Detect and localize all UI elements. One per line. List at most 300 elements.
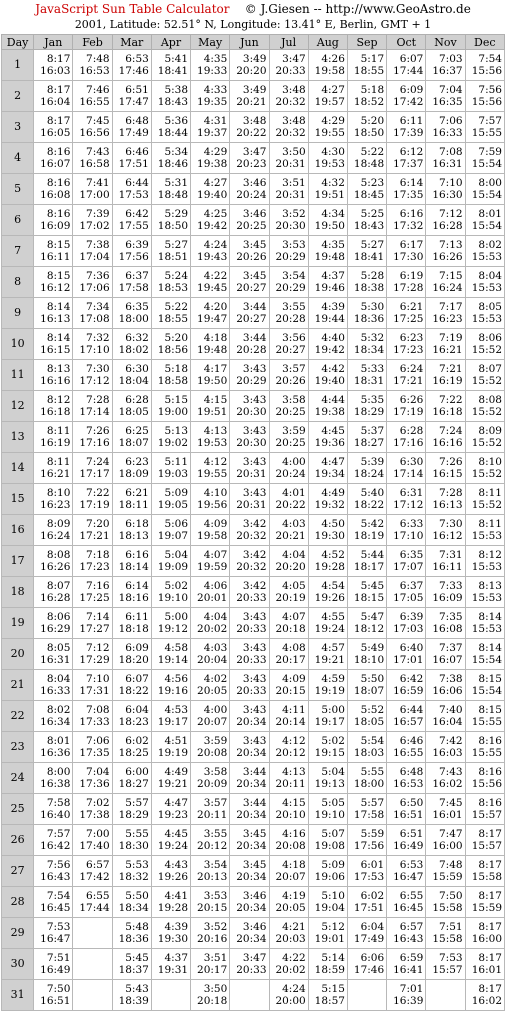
time-cell — [308, 174, 347, 205]
time-cell — [230, 918, 269, 949]
time-cell — [347, 81, 386, 112]
sunset-time: 18:15 — [353, 592, 385, 604]
sunrise-time: 3:44 — [242, 332, 267, 344]
sunset-time: 20:32 — [275, 127, 306, 139]
day-number: 25 — [2, 794, 34, 825]
day-number: 15 — [2, 484, 34, 515]
sunset-time: 18:27 — [353, 437, 385, 449]
sunrise-time: 7:50 — [439, 890, 463, 902]
sunrise-time: 6:40 — [399, 642, 424, 654]
time-cell — [34, 980, 73, 1011]
time-cell — [465, 453, 504, 484]
sunrise-time: 8:16 — [46, 146, 71, 158]
time-cell — [387, 577, 426, 608]
sunset-time: 17:23 — [79, 561, 110, 573]
time-cell — [308, 143, 347, 174]
sunset-time: 15:58 — [471, 871, 502, 883]
sunrise-time: 6:53 — [399, 859, 424, 871]
sunrise-time: 4:37 — [321, 270, 345, 282]
time-cell — [269, 453, 308, 484]
sunrise-time: 8:12 — [46, 394, 71, 406]
time-cell — [73, 825, 112, 856]
sunrise-time: 5:07 — [321, 828, 345, 840]
sunrise-time: 4:39 — [321, 301, 345, 313]
sunset-time: 20:07 — [275, 871, 306, 883]
time-cell — [269, 670, 308, 701]
time-cell — [465, 918, 504, 949]
sunset-time: 18:57 — [314, 995, 345, 1007]
sunrise-time: 3:51 — [203, 952, 228, 964]
sunrise-time: 4:58 — [164, 642, 189, 654]
time-cell — [426, 81, 465, 112]
sunset-time: 20:32 — [236, 561, 267, 573]
sunrise-time: 8:09 — [46, 518, 71, 530]
sunrise-time: 4:27 — [321, 84, 345, 96]
sunrise-time: 5:15 — [321, 983, 345, 995]
time-cell — [112, 577, 151, 608]
sunrise-time: 5:34 — [164, 146, 189, 158]
sunrise-time: 5:14 — [321, 952, 345, 964]
sunset-time: 17:01 — [393, 654, 424, 666]
sunrise-time: 6:04 — [125, 704, 149, 716]
sunrise-time: 7:48 — [86, 53, 110, 65]
sunset-time: 19:59 — [197, 561, 228, 573]
sunset-time: 16:07 — [432, 654, 463, 666]
time-cell — [308, 267, 347, 298]
time-cell — [73, 949, 112, 980]
table-row — [2, 81, 505, 112]
time-cell — [112, 732, 151, 763]
time-cell — [191, 298, 230, 329]
sunset-time: 19:19 — [157, 747, 189, 759]
sunset-time: 19:45 — [197, 282, 228, 294]
sunset-time: 19:14 — [157, 654, 189, 666]
sunrise-time: 8:15 — [478, 704, 502, 716]
time-cell — [151, 732, 190, 763]
time-cell — [347, 577, 386, 608]
time-cell — [34, 608, 73, 639]
sunset-time: 19:34 — [314, 468, 345, 480]
sunset-time: 15:54 — [471, 685, 502, 697]
sunrise-time: 6:23 — [125, 456, 149, 468]
sunrise-time: 6:30 — [399, 456, 424, 468]
sunset-time: 17:51 — [118, 158, 149, 170]
sunrise-time: 7:33 — [439, 580, 463, 592]
sunset-time: 17:47 — [118, 96, 149, 108]
sunrise-time: 6:55 — [86, 890, 110, 902]
sunset-time: 19:26 — [314, 592, 345, 604]
sunrise-time: 3:48 — [282, 115, 306, 127]
time-cell — [151, 980, 190, 1011]
sunrise-time: 4:59 — [321, 673, 345, 685]
time-cell — [426, 174, 465, 205]
time-cell — [73, 577, 112, 608]
sunset-time: 20:17 — [275, 654, 306, 666]
sunset-time: 18:36 — [353, 313, 385, 325]
time-cell — [151, 763, 190, 794]
sunset-time: 17:44 — [79, 902, 110, 914]
time-cell — [347, 205, 386, 236]
app-title: JavaScript Sun Table Calculator — [35, 2, 230, 16]
sunrise-time: 7:40 — [439, 704, 463, 716]
sunset-time: 17:49 — [353, 933, 385, 945]
sunrise-time: 6:51 — [125, 84, 149, 96]
time-cell — [230, 50, 269, 81]
sunset-time: 16:16 — [432, 437, 463, 449]
sunset-time: 16:26 — [432, 251, 463, 263]
sunrise-time: 4:18 — [282, 859, 306, 871]
sunset-time: 19:37 — [197, 127, 228, 139]
sunset-time: 15:54 — [471, 189, 502, 201]
sunset-time: 17:35 — [79, 747, 110, 759]
sunrise-time: 8:17 — [478, 859, 502, 871]
time-cell — [308, 732, 347, 763]
sunset-time: 16:00 — [471, 933, 502, 945]
sunset-time: 20:20 — [236, 65, 267, 77]
time-cell — [73, 608, 112, 639]
table-row — [2, 422, 505, 453]
sunset-time: 16:45 — [393, 902, 424, 914]
time-cell — [465, 732, 504, 763]
time-cell — [308, 639, 347, 670]
sunrise-time: 6:48 — [125, 115, 149, 127]
time-cell — [34, 856, 73, 887]
sunset-time: 19:28 — [314, 561, 345, 573]
column-header-month: Jan — [34, 35, 73, 50]
sunset-time: 16:40 — [40, 809, 71, 821]
sunset-time: 20:29 — [236, 375, 267, 387]
sunrise-time: 3:42 — [242, 549, 267, 561]
time-cell — [151, 887, 190, 918]
sunset-time: 17:16 — [79, 437, 110, 449]
sunrise-time: 3:58 — [203, 766, 228, 778]
sunrise-time: 5:15 — [164, 394, 189, 406]
sunset-time: 17:42 — [393, 96, 424, 108]
sunset-time: 20:29 — [275, 282, 306, 294]
sunrise-time: 3:48 — [282, 84, 306, 96]
time-cell — [230, 143, 269, 174]
time-cell — [465, 174, 504, 205]
sunrise-time: 6:35 — [399, 549, 424, 561]
sunrise-time: 4:26 — [321, 53, 345, 65]
sunset-time: 20:03 — [275, 933, 306, 945]
day-number: 28 — [2, 887, 34, 918]
sunrise-time: 3:43 — [242, 487, 267, 499]
time-cell — [191, 546, 230, 577]
sunset-time: 15:58 — [432, 933, 463, 945]
sunrise-time: 6:46 — [399, 735, 424, 747]
sunrise-time: 8:16 — [478, 766, 502, 778]
time-cell — [269, 949, 308, 980]
sunset-time: 19:01 — [314, 933, 345, 945]
sunset-time: 19:10 — [314, 809, 345, 821]
sunset-time: 20:25 — [275, 406, 306, 418]
sunset-time: 20:28 — [236, 344, 267, 356]
time-cell — [112, 670, 151, 701]
time-cell — [347, 608, 386, 639]
sunset-time: 19:17 — [157, 716, 189, 728]
sunset-time: 18:13 — [118, 530, 149, 542]
sunrise-time: 6:35 — [125, 301, 149, 313]
time-cell — [112, 143, 151, 174]
time-cell — [387, 856, 426, 887]
sunrise-time: 4:08 — [282, 642, 306, 654]
sunrise-time: 7:16 — [86, 580, 110, 592]
sunrise-time: 7:08 — [439, 146, 463, 158]
sunset-time: 16:53 — [393, 778, 424, 790]
sunset-time: 15:53 — [471, 251, 502, 263]
sunrise-time: 4:29 — [203, 146, 228, 158]
sunrise-time: 5:25 — [360, 208, 385, 220]
time-cell — [465, 143, 504, 174]
sunset-time: 20:04 — [197, 654, 228, 666]
column-header-month: Jul — [269, 35, 308, 50]
time-cell — [426, 329, 465, 360]
time-cell — [387, 267, 426, 298]
sunset-time: 18:22 — [118, 685, 149, 697]
time-cell — [465, 267, 504, 298]
sunrise-time: 6:23 — [399, 332, 424, 344]
time-cell — [191, 701, 230, 732]
sunrise-time: 5:44 — [360, 549, 385, 561]
sunrise-time: 7:04 — [439, 84, 463, 96]
time-cell — [465, 205, 504, 236]
sunrise-time: 7:58 — [46, 797, 71, 809]
sunrise-time: 6:01 — [360, 859, 385, 871]
sunrise-time: 3:49 — [242, 84, 267, 96]
sunset-time: 15:54 — [471, 220, 502, 232]
sunrise-time: 8:17 — [478, 921, 502, 933]
time-cell — [230, 794, 269, 825]
time-cell — [269, 825, 308, 856]
sunrise-time: 3:45 — [242, 828, 267, 840]
sunset-time: 20:27 — [236, 313, 267, 325]
sunrise-time: 7:14 — [86, 611, 110, 623]
table-body — [2, 50, 505, 1011]
time-cell — [151, 329, 190, 360]
time-cell — [151, 825, 190, 856]
sunset-time: 19:48 — [314, 251, 345, 263]
sunset-time: 15:56 — [471, 778, 502, 790]
sunrise-time: 4:19 — [282, 890, 306, 902]
sunset-time: 16:16 — [40, 375, 71, 387]
table-row — [2, 143, 505, 174]
sunrise-time: 8:00 — [46, 766, 71, 778]
sunrise-time: 8:17 — [478, 952, 502, 964]
sunset-time: 16:57 — [393, 716, 424, 728]
time-cell — [191, 81, 230, 112]
sunrise-time: 5:09 — [321, 859, 345, 871]
sunset-time: 16:01 — [432, 809, 463, 821]
sunrise-time: 7:10 — [86, 673, 110, 685]
sunset-time: 16:18 — [40, 406, 71, 418]
sunrise-time: 7:20 — [86, 518, 110, 530]
sunset-time: 16:18 — [432, 406, 463, 418]
location-subtitle: 2001, Latitude: 52.51° N, Longitude: 13.41° E, Berlin, GMT + 1 — [74, 18, 432, 31]
time-cell — [387, 143, 426, 174]
day-number: 3 — [2, 112, 34, 143]
time-cell — [269, 794, 308, 825]
sunset-time: 15:56 — [471, 65, 502, 77]
sunset-time: 17:42 — [79, 871, 110, 883]
time-cell — [73, 112, 112, 143]
time-cell — [308, 763, 347, 794]
sunrise-time: 6:11 — [125, 611, 149, 623]
sunset-time: 18:50 — [157, 220, 189, 232]
table-row — [2, 887, 505, 918]
time-cell — [308, 701, 347, 732]
sunrise-time: 4:24 — [282, 983, 306, 995]
sunrise-time: 6:28 — [125, 394, 149, 406]
time-cell — [230, 329, 269, 360]
time-cell — [34, 515, 73, 546]
time-cell — [112, 515, 151, 546]
sunrise-time: 8:11 — [46, 425, 71, 437]
sunset-time: 16:45 — [40, 902, 71, 914]
sunset-time: 19:04 — [314, 902, 345, 914]
sunrise-time: 8:11 — [46, 456, 71, 468]
sunrise-time: 7:08 — [86, 704, 110, 716]
time-cell — [230, 980, 269, 1011]
sunset-time: 20:33 — [236, 964, 267, 976]
sunset-time: 16:15 — [432, 468, 463, 480]
sunrise-time: 4:09 — [203, 518, 228, 530]
time-cell — [465, 856, 504, 887]
sunset-time: 20:05 — [275, 902, 306, 914]
sunrise-time: 4:03 — [203, 642, 228, 654]
sunset-time: 17:07 — [393, 561, 424, 573]
time-cell — [151, 205, 190, 236]
sunset-time: 19:12 — [157, 623, 189, 635]
sunrise-time: 4:06 — [203, 580, 228, 592]
sunset-time: 15:59 — [432, 871, 463, 883]
sunrise-time: 5:54 — [360, 735, 385, 747]
time-cell — [465, 484, 504, 515]
time-cell — [347, 174, 386, 205]
sunset-time: 19:21 — [157, 778, 189, 790]
time-cell — [112, 205, 151, 236]
sunset-time: 20:18 — [275, 623, 306, 635]
sunrise-time: 8:10 — [478, 456, 502, 468]
sunrise-time: 3:43 — [242, 735, 267, 747]
sunrise-time: 8:17 — [478, 828, 502, 840]
sunrise-time: 3:53 — [282, 239, 306, 251]
table-row — [2, 732, 505, 763]
sunset-time: 17:29 — [79, 654, 110, 666]
sunrise-time: 4:41 — [164, 890, 189, 902]
sunrise-time: 5:27 — [164, 239, 189, 251]
sunrise-time: 5:59 — [360, 828, 385, 840]
sunrise-time: 8:13 — [46, 363, 71, 375]
sunrise-time: 6:04 — [360, 921, 385, 933]
time-cell — [269, 298, 308, 329]
table-row — [2, 360, 505, 391]
time-cell — [387, 980, 426, 1011]
sunrise-time: 7:22 — [439, 394, 463, 406]
sunset-time: 18:56 — [157, 344, 189, 356]
time-cell — [73, 918, 112, 949]
sunset-time: 19:44 — [314, 313, 345, 325]
sunset-time: 18:07 — [353, 685, 385, 697]
time-cell — [230, 81, 269, 112]
sunrise-time: 3:49 — [242, 53, 267, 65]
sunrise-time: 7:51 — [439, 921, 463, 933]
sunset-time: 19:55 — [314, 127, 345, 139]
sunrise-time: 4:21 — [282, 921, 306, 933]
sunset-time: 17:14 — [393, 468, 424, 480]
sunset-time: 16:01 — [471, 964, 502, 976]
sunset-time: 20:02 — [275, 964, 306, 976]
table-row — [2, 298, 505, 329]
sunset-time: 17:05 — [393, 592, 424, 604]
time-cell — [151, 515, 190, 546]
time-cell — [230, 174, 269, 205]
sunset-time: 17:56 — [118, 251, 149, 263]
sunrise-time: 3:56 — [282, 332, 306, 344]
sunset-time: 19:30 — [157, 933, 189, 945]
time-cell — [34, 484, 73, 515]
sunset-time: 18:52 — [353, 96, 385, 108]
time-cell — [465, 763, 504, 794]
sunrise-time: 7:17 — [439, 301, 463, 313]
time-cell — [347, 484, 386, 515]
sunrise-time: 8:08 — [46, 549, 71, 561]
sunrise-time: 4:33 — [203, 84, 228, 96]
sunset-time: 20:15 — [275, 685, 306, 697]
sunset-time: 16:04 — [40, 96, 71, 108]
sunrise-time: 8:14 — [478, 642, 502, 654]
time-cell — [191, 918, 230, 949]
sunrise-time: 5:20 — [164, 332, 189, 344]
time-cell — [112, 856, 151, 887]
time-cell — [426, 50, 465, 81]
sunset-time: 18:55 — [157, 313, 189, 325]
sunrise-time: 8:16 — [478, 735, 502, 747]
sunset-time: 19:38 — [197, 158, 228, 170]
time-cell — [151, 453, 190, 484]
sunset-time: 16:04 — [432, 716, 463, 728]
sunset-time: 19:36 — [314, 437, 345, 449]
time-cell — [387, 360, 426, 391]
sunrise-time: 6:00 — [125, 766, 149, 778]
time-cell — [426, 949, 465, 980]
sunrise-time: 4:15 — [203, 394, 228, 406]
time-cell — [191, 484, 230, 515]
time-cell — [426, 732, 465, 763]
sunrise-time: 3:52 — [282, 208, 306, 220]
sunrise-time: 3:55 — [282, 301, 306, 313]
sunset-time: 16:09 — [40, 220, 71, 232]
sunrise-time: 5:36 — [164, 115, 189, 127]
sunset-time: 17:27 — [79, 623, 110, 635]
sunset-time: 15:53 — [471, 313, 502, 325]
time-cell — [269, 515, 308, 546]
time-cell — [112, 50, 151, 81]
sunrise-time: 5:12 — [321, 921, 345, 933]
column-header-month: Dec — [465, 35, 504, 50]
sunset-time: 20:34 — [236, 840, 267, 852]
sunset-time: 15:53 — [471, 530, 502, 542]
sunset-time: 17:55 — [118, 220, 149, 232]
sun-table — [1, 34, 505, 1011]
time-cell — [34, 918, 73, 949]
sunset-time: 18:04 — [118, 375, 149, 387]
sunrise-time: 3:43 — [242, 456, 267, 468]
sunset-time: 17:21 — [393, 375, 424, 387]
sunrise-time: 7:34 — [86, 301, 110, 313]
sunset-time: 19:30 — [314, 530, 345, 542]
sunset-time: 16:31 — [40, 654, 71, 666]
